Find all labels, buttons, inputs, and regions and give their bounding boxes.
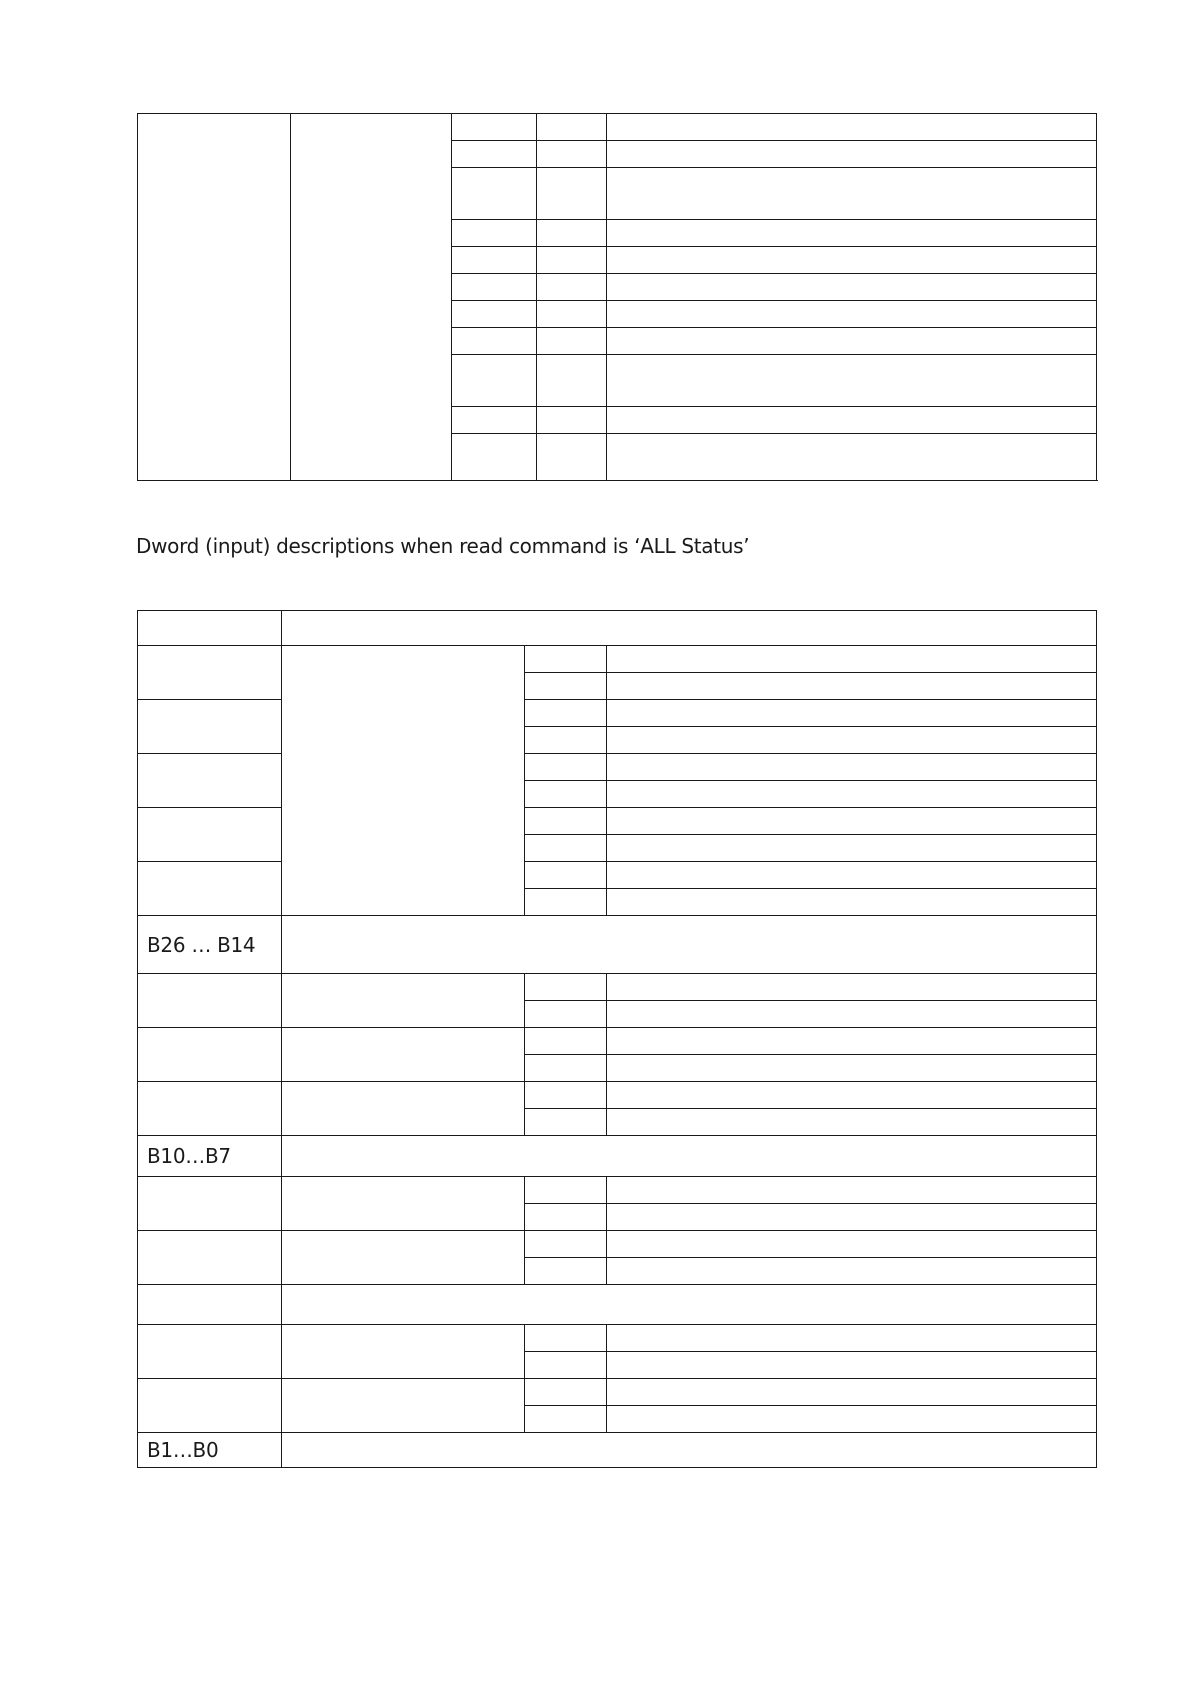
table-cell — [138, 114, 291, 481]
table-cell — [525, 974, 607, 1001]
table-cell — [537, 247, 607, 274]
table-row — [138, 1028, 1097, 1055]
table-cell — [282, 1325, 525, 1379]
table-cell — [607, 1379, 1097, 1406]
table-cell — [138, 646, 282, 700]
table-cell — [282, 1028, 525, 1082]
table-cell — [525, 1028, 607, 1055]
table-cell — [537, 168, 607, 220]
table-cell — [525, 1177, 607, 1204]
table-cell — [138, 862, 282, 916]
table-cell — [607, 1406, 1097, 1433]
table-cell — [525, 1325, 607, 1352]
table-cell — [537, 434, 607, 481]
table-cell — [607, 1082, 1097, 1109]
table-cell — [607, 646, 1097, 673]
table-cell — [525, 1001, 607, 1028]
table-cell — [607, 114, 1097, 141]
table-cell — [452, 328, 537, 355]
table-cell — [282, 916, 1097, 974]
table-cell — [452, 434, 537, 481]
table-cell — [282, 1177, 525, 1231]
status-table-continued — [137, 113, 1097, 481]
table-cell — [607, 835, 1097, 862]
table-cell — [452, 301, 537, 328]
table-cell — [525, 1231, 607, 1258]
table-cell — [138, 1285, 282, 1325]
all-status-dword-table — [137, 610, 1097, 1468]
table-cell — [525, 1379, 607, 1406]
table-cell — [525, 889, 607, 916]
table-cell — [607, 328, 1097, 355]
table-cell — [452, 247, 537, 274]
table-cell — [525, 700, 607, 727]
table-cell — [138, 1379, 282, 1433]
table-cell — [525, 835, 607, 862]
table-cell — [282, 1231, 525, 1285]
table-cell — [525, 727, 607, 754]
table-row — [138, 1433, 1097, 1468]
table-cell — [452, 220, 537, 247]
table-cell — [291, 114, 452, 481]
bit-range-label: B1…B0 — [138, 1433, 282, 1468]
table-cell — [525, 1406, 607, 1433]
table-cell — [607, 1055, 1097, 1082]
table-cell — [607, 889, 1097, 916]
table-cell — [138, 1082, 282, 1136]
table-cell — [607, 754, 1097, 781]
table-cell — [525, 754, 607, 781]
table-cell — [607, 407, 1097, 434]
bit-range-label: B26 … B14 — [138, 916, 282, 974]
table-cell — [607, 673, 1097, 700]
table-cell — [607, 781, 1097, 808]
table-cell — [138, 1177, 282, 1231]
table-cell — [607, 1231, 1097, 1258]
table-row — [138, 1325, 1097, 1352]
table-cell — [138, 1028, 282, 1082]
table-cell — [525, 1258, 607, 1285]
table-row — [138, 1136, 1097, 1177]
table-cell — [138, 974, 282, 1028]
table-cell — [537, 328, 607, 355]
table-cell — [138, 700, 282, 754]
table-cell — [525, 646, 607, 673]
table-cell — [282, 611, 1097, 646]
table-cell — [525, 808, 607, 835]
table-cell — [607, 1352, 1097, 1379]
table-cell — [138, 808, 282, 862]
table-cell — [537, 141, 607, 168]
table-cell — [282, 1082, 525, 1136]
table-header-row — [138, 611, 1097, 646]
table-cell — [282, 1379, 525, 1433]
table-row — [138, 700, 1097, 727]
table-cell — [537, 220, 607, 247]
table-cell — [452, 114, 537, 141]
table-row — [138, 1177, 1097, 1204]
table-cell — [452, 274, 537, 301]
table-cell — [525, 1109, 607, 1136]
table-cell — [607, 1001, 1097, 1028]
table-cell — [525, 781, 607, 808]
table-cell — [607, 727, 1097, 754]
table-cell — [138, 1231, 282, 1285]
table-cell — [607, 141, 1097, 168]
table-cell — [525, 862, 607, 889]
table-cell — [138, 1325, 282, 1379]
table-row — [138, 754, 1097, 781]
table-cell — [607, 1325, 1097, 1352]
table-cell — [607, 1028, 1097, 1055]
table-cell — [525, 673, 607, 700]
table-row — [138, 1285, 1097, 1325]
table-cell — [282, 1433, 1097, 1468]
table-row — [138, 808, 1097, 835]
bit-range-label: B10…B7 — [138, 1136, 282, 1177]
table-row — [138, 862, 1097, 889]
table-cell — [452, 141, 537, 168]
table-cell — [607, 1109, 1097, 1136]
table-cell — [282, 1285, 1097, 1325]
table-cell — [607, 974, 1097, 1001]
table-cell — [138, 754, 282, 808]
table-cell — [607, 355, 1097, 407]
table-row — [138, 1082, 1097, 1109]
table-cell — [607, 862, 1097, 889]
table-caption: Dword (input) descriptions when read command is ‘ALL Status’ — [136, 534, 750, 558]
table-cell — [138, 611, 282, 646]
table-row — [138, 1231, 1097, 1258]
table-cell — [537, 355, 607, 407]
table-row — [138, 646, 1097, 673]
table-cell — [607, 1177, 1097, 1204]
table-cell — [537, 114, 607, 141]
table-cell — [607, 301, 1097, 328]
table-row — [138, 974, 1097, 1001]
table-cell — [607, 220, 1097, 247]
table-cell — [525, 1204, 607, 1231]
table-cell — [537, 301, 607, 328]
table-cell — [607, 434, 1097, 481]
table-row — [138, 1379, 1097, 1406]
table-cell — [607, 700, 1097, 727]
table-cell — [525, 1055, 607, 1082]
table-cell — [607, 168, 1097, 220]
table-cell — [607, 274, 1097, 301]
table-cell — [537, 274, 607, 301]
table-cell — [525, 1082, 607, 1109]
table-cell — [607, 1204, 1097, 1231]
table-cell — [282, 1136, 1097, 1177]
table-row — [138, 114, 1097, 141]
table-cell — [452, 407, 537, 434]
table-cell — [537, 407, 607, 434]
table-cell — [282, 974, 525, 1028]
table-row — [138, 916, 1097, 974]
table-cell — [607, 247, 1097, 274]
table-cell — [607, 1258, 1097, 1285]
table-cell — [525, 1352, 607, 1379]
table-cell — [282, 646, 525, 916]
table-cell — [452, 168, 537, 220]
table-cell — [607, 808, 1097, 835]
table-cell — [452, 355, 537, 407]
